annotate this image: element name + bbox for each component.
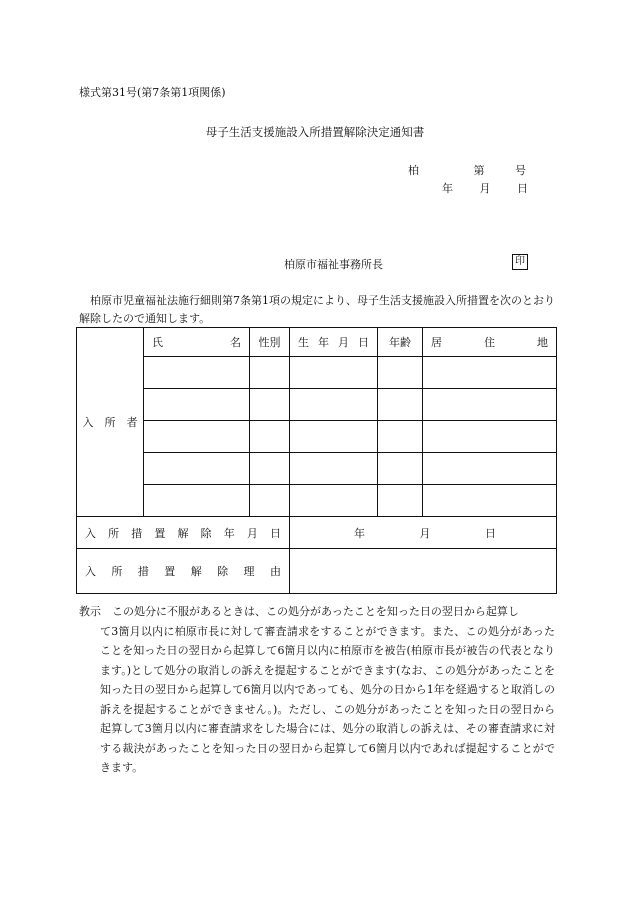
address-cell[interactable]: [423, 357, 557, 389]
document-date: [428, 180, 528, 196]
age-cell[interactable]: [378, 389, 423, 421]
release-reason-label: 入 所 措 置 解 除 理 由: [77, 549, 290, 594]
doc-number-dai: 第: [473, 164, 485, 177]
gender-cell[interactable]: [250, 357, 290, 389]
release-date-label: 入 所 措 置 解 除 年 月 日: [77, 517, 290, 549]
resident-table: [76, 327, 557, 594]
gender-cell[interactable]: [250, 389, 290, 421]
table-row: [77, 357, 557, 389]
document-title: 母子生活支援施設入所措置解除決定通知書: [205, 125, 425, 139]
doc-number-go: 号: [515, 164, 526, 177]
address-cell[interactable]: [423, 421, 557, 453]
release-date-value[interactable]: 年 月 日: [290, 517, 557, 549]
table-header-row: [77, 328, 557, 357]
name-cell[interactable]: [144, 357, 250, 389]
birthdate-cell[interactable]: [290, 389, 378, 421]
gender-cell[interactable]: [250, 453, 290, 485]
header-address: 居 住 地: [423, 328, 557, 357]
document-number: [395, 162, 535, 178]
date-year: 年: [442, 182, 453, 195]
name-cell[interactable]: [144, 453, 250, 485]
age-cell[interactable]: [378, 421, 423, 453]
birthdate-cell[interactable]: [290, 357, 378, 389]
header-age: 年齢: [378, 328, 423, 357]
table-row: [77, 485, 557, 517]
notice-section: [79, 602, 555, 778]
name-cell[interactable]: [144, 485, 250, 517]
gender-cell[interactable]: [250, 485, 290, 517]
intro-paragraph: 柏原市児童福祉法施行細則第7条第1項の規定により、母子生活支援施設入所措置を次のとおり解除したので通知します。: [79, 294, 555, 325]
age-cell[interactable]: [378, 357, 423, 389]
date-month: 月: [479, 182, 491, 195]
header-name: 氏 名: [144, 328, 250, 357]
issuer-name: 柏原市福祉事務所長: [284, 258, 383, 271]
release-reason-row: [77, 549, 557, 594]
notice-label: 教示: [79, 605, 101, 618]
address-cell[interactable]: [423, 485, 557, 517]
header-birthdate: 生 年 月 日: [290, 328, 378, 357]
header-gender: 性別: [250, 328, 290, 357]
age-cell[interactable]: [378, 485, 423, 517]
date-day: 日: [517, 182, 528, 195]
birthdate-cell[interactable]: [290, 485, 378, 517]
form-number-label: 様式第31号(第7条第1項関係): [79, 86, 226, 99]
table-row: [77, 453, 557, 485]
doc-number-prefix: 柏: [408, 164, 419, 177]
release-date-row: [77, 517, 557, 549]
address-cell[interactable]: [423, 389, 557, 421]
name-cell[interactable]: [144, 421, 250, 453]
name-cell[interactable]: [144, 389, 250, 421]
birthdate-cell[interactable]: [290, 453, 378, 485]
table-row: [77, 389, 557, 421]
seal-mark: 印: [512, 254, 528, 270]
resident-group-label: 入 所 者: [77, 328, 144, 517]
gender-cell[interactable]: [250, 421, 290, 453]
notice-body: て3箇月以内に柏原市長に対して審査請求をすることができます。また、この処分があったことを知った日の翌日から起算して6箇月以内に柏原市を被告(柏原市長が被告の代表となります。)として処分の取消しの訴えを提起することができます(なお、この処分があったことを知った日の翌日から起算して6箇月以内であっても、処分の日から1年を経過すると取消しの訴えを提起することができません。)。ただし、この処分があったことを知った日の翌日から起算して3箇月以内に審査請求をした場合には、処分の取消しの訴えは、その審査請求に対する裁決があったことを知った日の翌日から起算して6箇月以内であれば提起することができます。: [100, 624, 555, 774]
age-cell[interactable]: [378, 453, 423, 485]
table-row: [77, 421, 557, 453]
address-cell[interactable]: [423, 453, 557, 485]
birthdate-cell[interactable]: [290, 421, 378, 453]
notice-first-line: 教示 この処分に不服があるときは、この処分があったことを知った日の翌日から起算し: [79, 605, 519, 618]
release-reason-value[interactable]: [290, 549, 557, 594]
